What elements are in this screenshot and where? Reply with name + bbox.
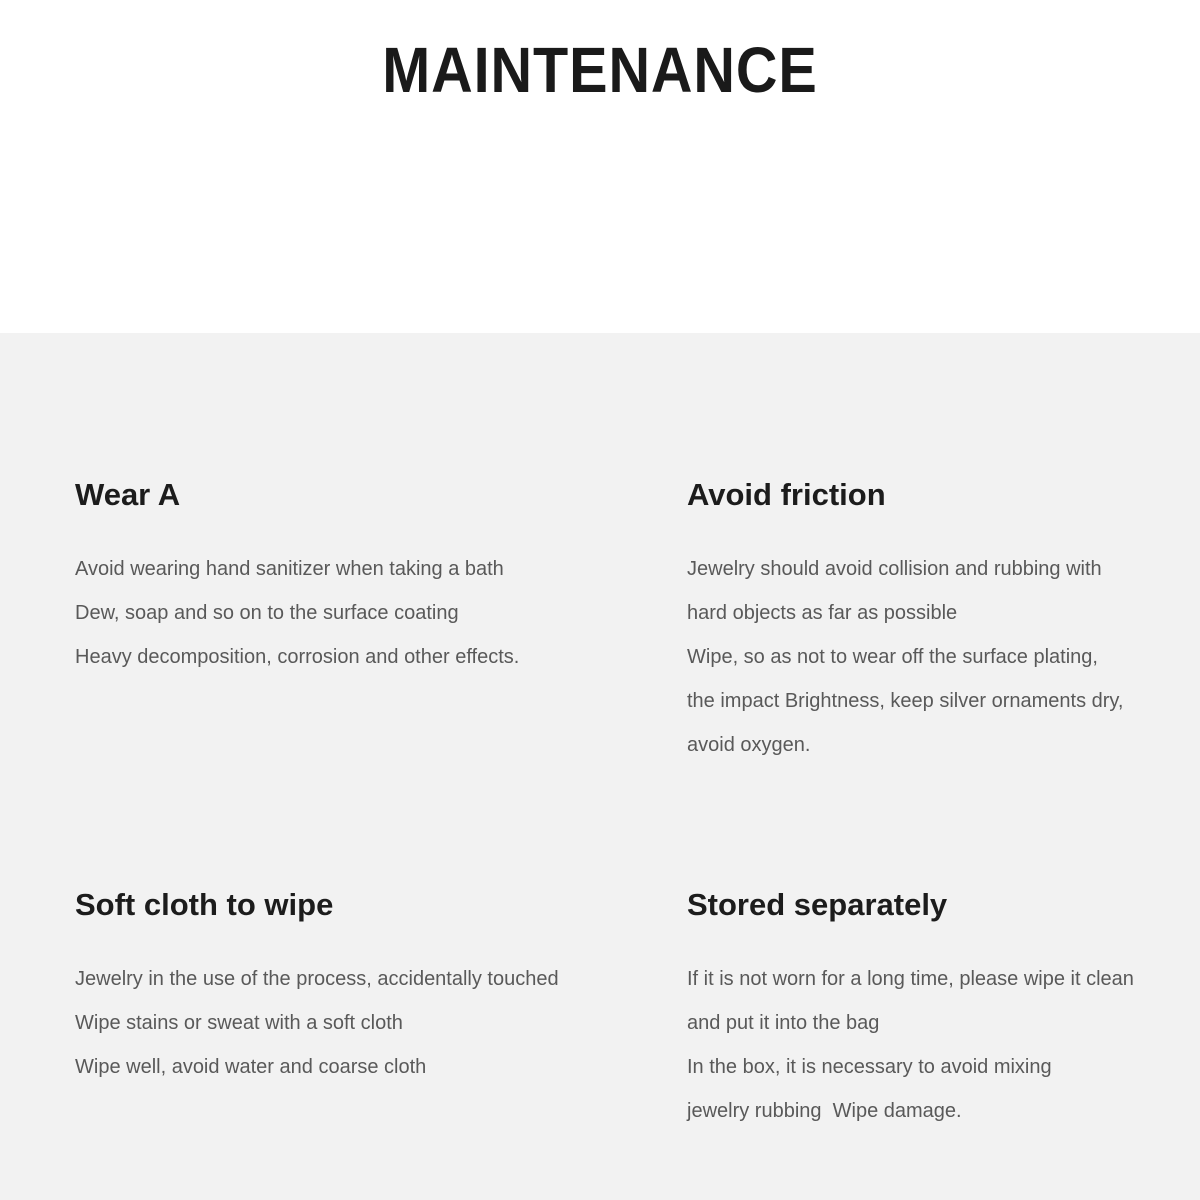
body-line: In the box, it is necessary to avoid mixing bbox=[687, 1056, 1052, 1078]
section-soft-cloth bbox=[75, 886, 635, 1089]
content-area bbox=[0, 333, 1200, 1200]
body-line: Jewelry should avoid collision and rubbing with bbox=[687, 558, 1102, 580]
header-band bbox=[0, 0, 1200, 333]
body-line: Dew, soap and so on to the surface coating bbox=[75, 602, 459, 624]
page-title: MAINTENANCE bbox=[382, 34, 818, 106]
body-line: avoid oxygen. bbox=[687, 734, 811, 756]
body-line: Jewelry in the use of the process, accidentally touched bbox=[75, 968, 559, 990]
section-stored-separately-heading: Stored separately bbox=[687, 887, 948, 922]
section-avoid-friction-heading: Avoid friction bbox=[687, 477, 886, 512]
body-line: Wipe well, avoid water and coarse cloth bbox=[75, 1056, 427, 1078]
body-line: hard objects as far as possible bbox=[687, 602, 958, 624]
section-soft-cloth-body bbox=[75, 957, 635, 1089]
body-line: Wipe, so as not to wear off the surface plating, bbox=[687, 646, 1098, 668]
section-avoid-friction-body bbox=[687, 547, 1200, 767]
section-soft-cloth-heading: Soft cloth to wipe bbox=[75, 887, 334, 922]
body-line: Avoid wearing hand sanitizer when taking a bath bbox=[75, 558, 504, 580]
section-stored-separately bbox=[687, 886, 1200, 1133]
body-line: and put it into the bag bbox=[687, 1012, 880, 1034]
body-line: Wipe stains or sweat with a soft cloth bbox=[75, 1012, 403, 1034]
body-line: Heavy decomposition, corrosion and other effects. bbox=[75, 646, 520, 668]
body-line: the impact Brightness, keep silver ornaments dry, bbox=[687, 690, 1124, 712]
section-wear bbox=[75, 476, 635, 679]
section-avoid-friction bbox=[687, 476, 1200, 767]
section-wear-heading: Wear A bbox=[75, 477, 181, 512]
body-line: jewelry rubbing Wipe damage. bbox=[687, 1100, 962, 1122]
section-wear-body bbox=[75, 547, 635, 679]
body-line: If it is not worn for a long time, please wipe it clean bbox=[687, 968, 1134, 990]
section-stored-separately-body bbox=[687, 957, 1200, 1133]
